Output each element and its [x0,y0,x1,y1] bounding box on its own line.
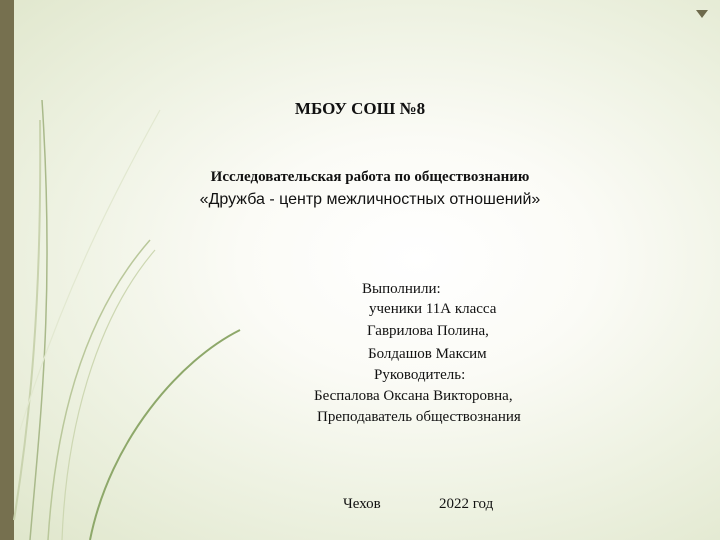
curve-5 [90,330,240,540]
authors-class: ученики 11А класса [369,301,497,317]
work-topic: «Дружба - центр межличностных отношений» [199,191,541,208]
supervisor-name: Беспалова Оксана Викторовна, [314,388,513,404]
supervisor-heading: Руководитель: [374,367,466,383]
curve-2 [30,100,47,540]
year: 2022 год [439,496,494,512]
city: Чехов [343,496,381,512]
curve-4 [62,250,155,540]
work-type: Исследовательская работа по обществознанию [210,169,530,185]
curve-3 [48,240,150,540]
author-1: Гаврилова Полина, [367,323,489,339]
authors-heading: Выполнили: [362,281,441,297]
author-2: Болдашов Максим [368,346,487,362]
slide-menu-triangle-icon [696,10,708,18]
school-title: МБОУ СОШ №8 [294,99,426,118]
supervisor-role: Преподаватель обществознания [317,409,521,425]
